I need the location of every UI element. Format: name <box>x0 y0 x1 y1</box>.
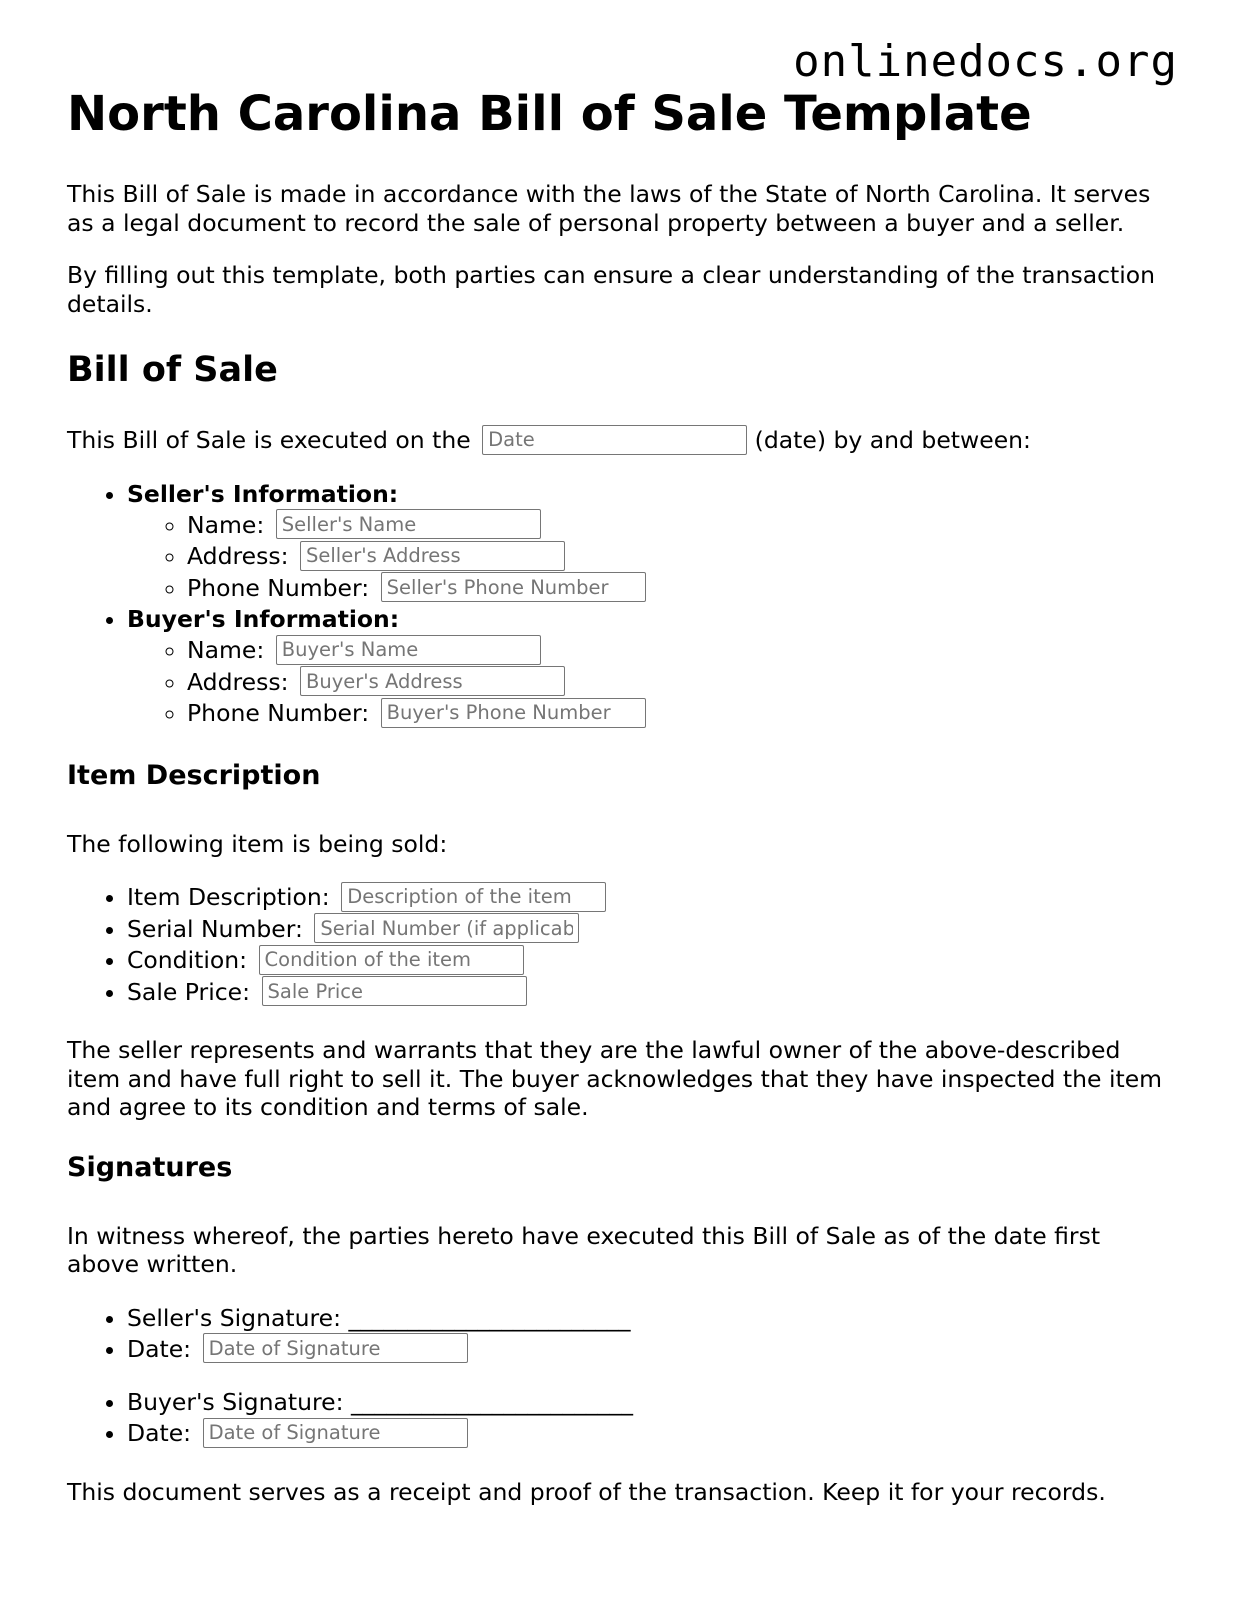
seller-phone-label: Phone Number: <box>187 573 370 602</box>
buyer-fields <box>127 635 1177 730</box>
buyer-name-row <box>187 635 1177 667</box>
execution-date-input[interactable] <box>482 425 747 455</box>
buyer-info-item <box>127 604 1177 730</box>
seller-signature-date-label: Date: <box>127 1334 192 1363</box>
seller-name-row <box>187 510 1177 542</box>
page-title: North Carolina Bill of Sale Template <box>67 86 1032 142</box>
sale-price-input[interactable] <box>262 976 527 1006</box>
seller-name-label: Name: <box>187 510 265 539</box>
buyer-name-input[interactable] <box>276 635 541 665</box>
serial-number-label: Serial Number: <box>127 914 303 943</box>
sale-price-row <box>127 977 1177 1009</box>
intro-paragraph-1: This Bill of Sale is made in accordance with the laws of the State of North Carolina. It serves as a legal document to record the sale of personal property between a buyer and a seller. <box>67 180 1151 237</box>
execution-date-line <box>67 426 1177 457</box>
seller-signature-line: Seller's Signature: ________________________ <box>127 1303 631 1332</box>
condition-label: Condition: <box>127 946 248 974</box>
buyer-address-label: Address: <box>187 667 289 696</box>
item-intro: The following item is being sold: <box>67 829 448 858</box>
item-description-heading: Item Description <box>67 759 321 791</box>
seller-name-input[interactable] <box>276 509 541 539</box>
seller-phone-input[interactable] <box>381 572 646 602</box>
condition-row <box>127 945 1177 977</box>
buyer-phone-input[interactable] <box>381 698 646 728</box>
serial-number-input[interactable] <box>314 913 579 943</box>
bill-of-sale-heading: Bill of Sale <box>67 350 278 390</box>
seller-info-item <box>127 479 1177 605</box>
buyer-info-heading: Buyer's Information: <box>127 605 400 633</box>
warranty-paragraph: The seller represents and warrants that they are the lawful owner of the above-described item and have full right to sell it. The buyer acknowledges that they have inspected the item and agree to its condition and terms of sale. <box>67 1036 1163 1121</box>
seller-phone-row <box>187 573 1177 605</box>
execution-suffix: (date) by and between: <box>754 426 1031 454</box>
buyer-address-input[interactable] <box>300 666 565 696</box>
buyer-signature-date-row <box>127 1418 1177 1450</box>
item-fields-list <box>67 882 1177 1008</box>
buyer-signature-date-label: Date: <box>127 1419 192 1447</box>
buyer-signature-row <box>127 1387 1177 1418</box>
seller-signature-list <box>67 1303 1177 1366</box>
seller-fields <box>127 510 1177 605</box>
buyer-signature-list <box>67 1387 1177 1450</box>
seller-signature-row <box>127 1303 1177 1334</box>
closing-paragraph: This document serves as a receipt and proof of the transaction. Keep it for your records. <box>67 1477 1106 1506</box>
intro-paragraph-2: By filling out this template, both parties can ensure a clear understanding of the transaction details. <box>67 261 1156 318</box>
parties-list <box>67 479 1177 730</box>
document-body <box>67 86 1177 1530</box>
signatures-heading: Signatures <box>67 1151 233 1183</box>
buyer-address-row <box>187 667 1177 699</box>
seller-address-row <box>187 541 1177 573</box>
condition-input[interactable] <box>259 945 524 975</box>
buyer-signature-date-input[interactable] <box>203 1418 468 1448</box>
serial-number-row <box>127 914 1177 946</box>
item-description-label: Item Description: <box>127 883 330 911</box>
buyer-name-label: Name: <box>187 636 265 664</box>
signatures-intro: In witness whereof, the parties hereto have executed this Bill of Sale as of the date first above written. <box>67 1221 1101 1278</box>
site-watermark: onlinedocs.org <box>793 36 1178 87</box>
item-description-input[interactable] <box>341 882 606 912</box>
seller-address-input[interactable] <box>300 541 565 571</box>
buyer-phone-label: Phone Number: <box>187 699 370 727</box>
buyer-phone-row <box>187 698 1177 730</box>
seller-signature-date-row <box>127 1334 1177 1366</box>
sale-price-label: Sale Price: <box>127 977 251 1006</box>
buyer-signature-line: Buyer's Signature: ________________________ <box>127 1388 633 1416</box>
seller-signature-date-input[interactable] <box>203 1333 468 1363</box>
seller-address-label: Address: <box>187 542 289 570</box>
execution-prefix: This Bill of Sale is executed on the <box>67 426 471 454</box>
item-description-row <box>127 882 1177 914</box>
seller-info-heading: Seller's Information: <box>127 479 399 508</box>
